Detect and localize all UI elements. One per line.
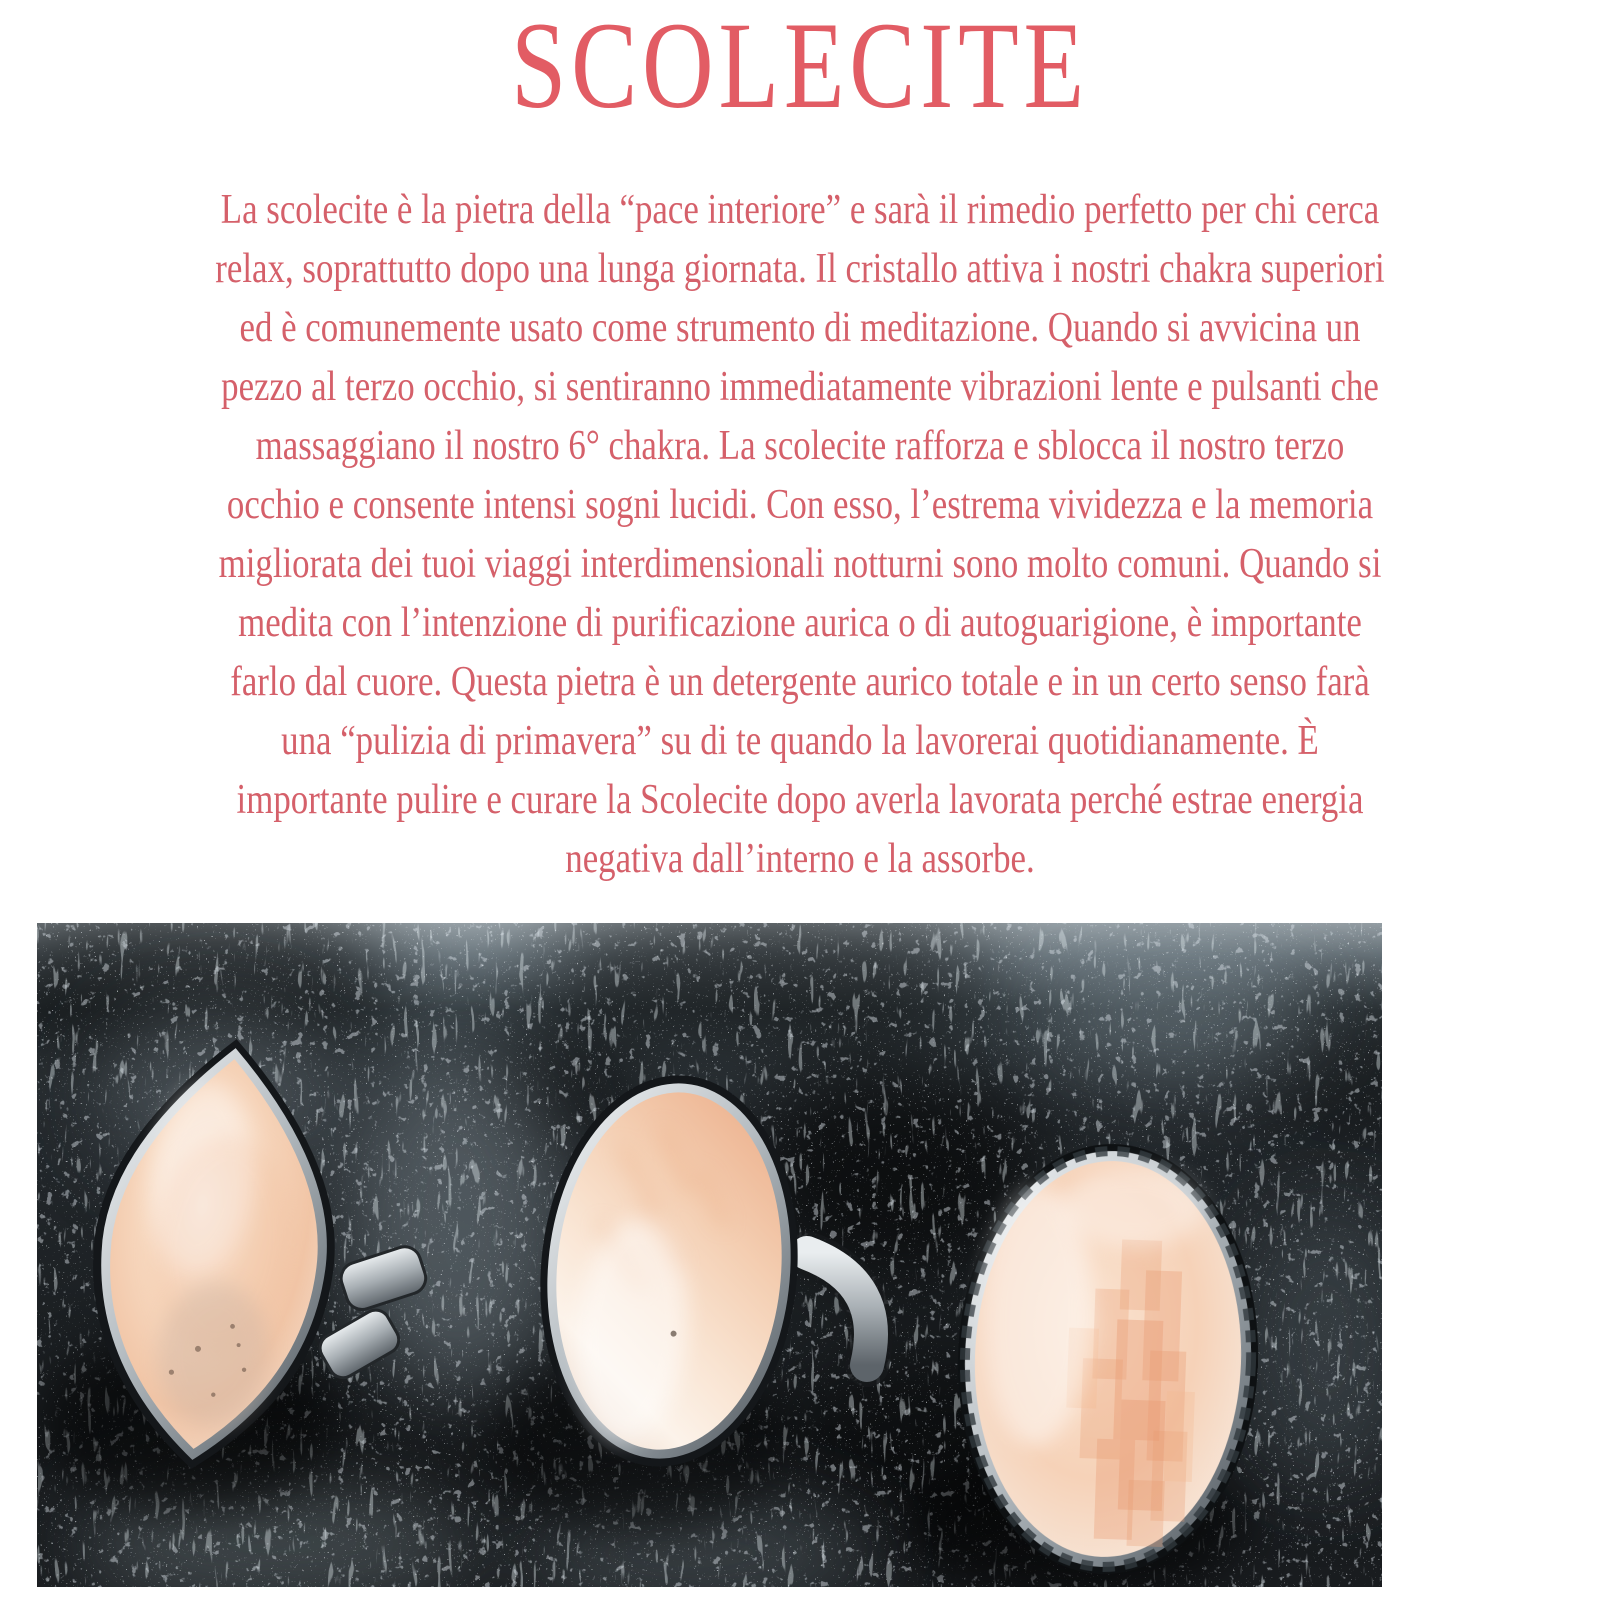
paragraph-line: migliorata dei tuoi viaggi interdimensionali notturni sono molto comuni. Quando si	[218, 541, 1382, 587]
page-title: SCOLECITE	[511, 0, 1089, 134]
paragraph-line: importante pulire e curare la Scolecite dopo averla lavorata perché estrae energia	[236, 777, 1364, 823]
scolecite-rings-photo	[37, 923, 1382, 1587]
paragraph-line: medita con l’intenzione di purificazione aurica o di autoguarigione, è importante	[238, 600, 1362, 646]
paragraph-line: La scolecite è la pietra della “pace interiore” e sarà il rimedio perfetto per chi cerca	[220, 187, 1380, 233]
paragraph-line: ed è comunemente usato come strumento di meditazione. Quando si avvicina un	[239, 305, 1361, 351]
paragraph-line: negativa dall’interno e la assorbe.	[565, 836, 1035, 882]
paragraph-line: occhio e consente intensi sogni lucidi. Con esso, l’estrema vividezza e la memoria	[226, 482, 1374, 528]
paragraph-line: pezzo al terzo occhio, si sentiranno immediatamente vibrazioni lente e pulsanti che	[221, 364, 1379, 410]
paragraph-line: farlo dal cuore. Questa pietra è un detergente aurico totale e in un certo senso farà	[230, 659, 1370, 705]
description-paragraph	[136, 181, 1464, 889]
paragraph-line: una “pulizia di primavera” su di te quando la lavorerai quotidianamente. È	[281, 718, 1319, 764]
paragraph-line: relax, soprattutto dopo una lunga giornata. Il cristallo attiva i nostri chakra superiori	[215, 246, 1385, 292]
paragraph-line: massaggiano il nostro 6° chakra. La scolecite rafforza e sblocca il nostro terzo	[255, 423, 1345, 469]
